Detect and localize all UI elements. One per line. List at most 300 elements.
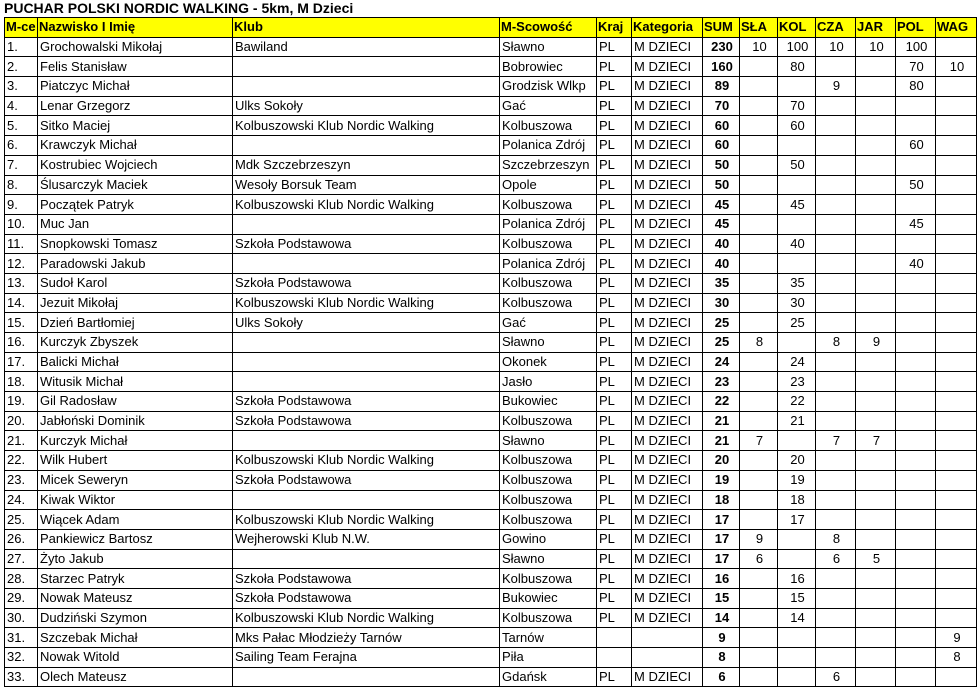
cell-club: Ulks Sokoły xyxy=(233,313,500,333)
cell-cza xyxy=(816,254,856,274)
cell-category: M DZIECI xyxy=(632,155,703,175)
cell-wag xyxy=(936,77,977,97)
cell-club xyxy=(233,254,500,274)
table-row xyxy=(5,648,977,668)
cell-cza xyxy=(816,372,856,392)
cell-pol xyxy=(896,549,936,569)
cell-city: Sławno xyxy=(500,37,597,57)
cell-sla xyxy=(740,352,778,372)
cell-country: PL xyxy=(597,175,632,195)
cell-wag xyxy=(936,411,977,431)
table-row xyxy=(5,490,977,510)
cell-category: M DZIECI xyxy=(632,293,703,313)
cell-kol: 22 xyxy=(778,392,816,412)
cell-sla xyxy=(740,273,778,293)
cell-kol: 16 xyxy=(778,569,816,589)
table-row xyxy=(5,667,977,687)
cell-club: Mdk Szczebrzeszyn xyxy=(233,155,500,175)
cell-kol xyxy=(778,431,816,451)
cell-wag xyxy=(936,529,977,549)
cell-sum: 160 xyxy=(703,57,740,77)
cell-place: 19. xyxy=(5,392,38,412)
cell-country: PL xyxy=(597,510,632,530)
cell-pol: 50 xyxy=(896,175,936,195)
cell-category: M DZIECI xyxy=(632,96,703,116)
cell-club: Szkoła Podstawowa xyxy=(233,273,500,293)
cell-club xyxy=(233,667,500,687)
cell-sum: 6 xyxy=(703,667,740,687)
cell-pol xyxy=(896,333,936,353)
table-row xyxy=(5,155,977,175)
cell-sum: 14 xyxy=(703,608,740,628)
cell-category: M DZIECI xyxy=(632,273,703,293)
cell-place: 23. xyxy=(5,470,38,490)
header-cell-pol: POL xyxy=(896,18,936,38)
cell-country: PL xyxy=(597,96,632,116)
header-cell-sla: SŁA xyxy=(740,18,778,38)
cell-category: M DZIECI xyxy=(632,510,703,530)
cell-city: Szczebrzeszyn xyxy=(500,155,597,175)
cell-category: M DZIECI xyxy=(632,451,703,471)
cell-category: M DZIECI xyxy=(632,549,703,569)
cell-sum: 16 xyxy=(703,569,740,589)
cell-club: Sailing Team Ferajna xyxy=(233,648,500,668)
cell-jar xyxy=(856,490,896,510)
cell-kol: 50 xyxy=(778,155,816,175)
cell-jar xyxy=(856,470,896,490)
cell-sum: 17 xyxy=(703,510,740,530)
cell-cza xyxy=(816,313,856,333)
results-table xyxy=(4,17,977,687)
cell-category: M DZIECI xyxy=(632,254,703,274)
cell-sla xyxy=(740,136,778,156)
table-row xyxy=(5,392,977,412)
cell-jar: 5 xyxy=(856,549,896,569)
cell-pol xyxy=(896,352,936,372)
cell-jar xyxy=(856,411,896,431)
cell-category: M DZIECI xyxy=(632,431,703,451)
cell-city: Polanica Zdrój xyxy=(500,136,597,156)
cell-category: M DZIECI xyxy=(632,529,703,549)
cell-place: 13. xyxy=(5,273,38,293)
cell-name: Witusik Michał xyxy=(38,372,233,392)
table-row xyxy=(5,352,977,372)
cell-country: PL xyxy=(597,273,632,293)
cell-country xyxy=(597,648,632,668)
cell-club xyxy=(233,549,500,569)
cell-place: 11. xyxy=(5,234,38,254)
cell-sla xyxy=(740,96,778,116)
cell-place: 30. xyxy=(5,608,38,628)
cell-club: Kolbuszowski Klub Nordic Walking xyxy=(233,293,500,313)
cell-country: PL xyxy=(597,293,632,313)
cell-country: PL xyxy=(597,490,632,510)
cell-sla: 9 xyxy=(740,529,778,549)
cell-jar: 7 xyxy=(856,431,896,451)
cell-jar xyxy=(856,588,896,608)
cell-kol: 35 xyxy=(778,273,816,293)
cell-place: 3. xyxy=(5,77,38,97)
cell-name: Wiącek Adam xyxy=(38,510,233,530)
cell-wag xyxy=(936,214,977,234)
cell-category: M DZIECI xyxy=(632,214,703,234)
cell-club: Ulks Sokoły xyxy=(233,96,500,116)
cell-city: Gać xyxy=(500,96,597,116)
cell-kol: 24 xyxy=(778,352,816,372)
cell-cza xyxy=(816,392,856,412)
cell-jar xyxy=(856,529,896,549)
header-cell-country: Kraj xyxy=(597,18,632,38)
cell-jar xyxy=(856,352,896,372)
cell-club: Kolbuszowski Klub Nordic Walking xyxy=(233,116,500,136)
cell-place: 18. xyxy=(5,372,38,392)
cell-kol: 25 xyxy=(778,313,816,333)
cell-wag xyxy=(936,667,977,687)
cell-sla xyxy=(740,175,778,195)
cell-sum: 60 xyxy=(703,136,740,156)
cell-city: Kolbuszowa xyxy=(500,293,597,313)
cell-club xyxy=(233,352,500,372)
cell-pol xyxy=(896,667,936,687)
cell-wag xyxy=(936,510,977,530)
table-row xyxy=(5,451,977,471)
cell-sum: 25 xyxy=(703,313,740,333)
cell-club: Szkoła Podstawowa xyxy=(233,470,500,490)
cell-sum: 15 xyxy=(703,588,740,608)
cell-wag xyxy=(936,372,977,392)
cell-country: PL xyxy=(597,667,632,687)
cell-jar xyxy=(856,155,896,175)
table-row xyxy=(5,431,977,451)
cell-category: M DZIECI xyxy=(632,313,703,333)
table-row xyxy=(5,549,977,569)
cell-wag xyxy=(936,569,977,589)
cell-country: PL xyxy=(597,608,632,628)
cell-wag xyxy=(936,451,977,471)
cell-sum: 21 xyxy=(703,431,740,451)
cell-name: Nowak Witold xyxy=(38,648,233,668)
cell-category: M DZIECI xyxy=(632,569,703,589)
cell-sla xyxy=(740,392,778,412)
cell-category: M DZIECI xyxy=(632,175,703,195)
cell-sla xyxy=(740,57,778,77)
cell-sum: 17 xyxy=(703,549,740,569)
cell-wag xyxy=(936,254,977,274)
cell-sum: 89 xyxy=(703,77,740,97)
cell-category: M DZIECI xyxy=(632,37,703,57)
cell-club xyxy=(233,333,500,353)
cell-sla xyxy=(740,411,778,431)
cell-sla xyxy=(740,490,778,510)
cell-cza xyxy=(816,273,856,293)
cell-name: Balicki Michał xyxy=(38,352,233,372)
cell-category: M DZIECI xyxy=(632,490,703,510)
cell-sla: 8 xyxy=(740,333,778,353)
cell-kol xyxy=(778,529,816,549)
cell-category: M DZIECI xyxy=(632,77,703,97)
cell-sla xyxy=(740,313,778,333)
cell-category: M DZIECI xyxy=(632,234,703,254)
cell-kol xyxy=(778,648,816,668)
table-row xyxy=(5,608,977,628)
cell-place: 17. xyxy=(5,352,38,372)
cell-jar: 9 xyxy=(856,333,896,353)
cell-cza xyxy=(816,588,856,608)
cell-pol xyxy=(896,648,936,668)
cell-jar xyxy=(856,195,896,215)
cell-country: PL xyxy=(597,37,632,57)
header-cell-jar: JAR xyxy=(856,18,896,38)
cell-sum: 8 xyxy=(703,648,740,668)
cell-club: Szkoła Podstawowa xyxy=(233,392,500,412)
header-cell-category: Kategoria xyxy=(632,18,703,38)
cell-category: M DZIECI xyxy=(632,608,703,628)
cell-kol xyxy=(778,667,816,687)
cell-pol: 45 xyxy=(896,214,936,234)
cell-club xyxy=(233,372,500,392)
cell-kol xyxy=(778,549,816,569)
cell-kol: 15 xyxy=(778,588,816,608)
cell-jar xyxy=(856,77,896,97)
cell-category: M DZIECI xyxy=(632,136,703,156)
cell-name: Dudziński Szymon xyxy=(38,608,233,628)
cell-jar xyxy=(856,608,896,628)
cell-place: 27. xyxy=(5,549,38,569)
cell-jar xyxy=(856,510,896,530)
cell-sum: 25 xyxy=(703,333,740,353)
cell-club: Kolbuszowski Klub Nordic Walking xyxy=(233,451,500,471)
cell-country: PL xyxy=(597,529,632,549)
cell-country: PL xyxy=(597,254,632,274)
cell-city: Okonek xyxy=(500,352,597,372)
cell-city: Bobrowiec xyxy=(500,57,597,77)
cell-wag xyxy=(936,155,977,175)
cell-kol: 80 xyxy=(778,57,816,77)
cell-sum: 9 xyxy=(703,628,740,648)
cell-place: 8. xyxy=(5,175,38,195)
cell-kol: 70 xyxy=(778,96,816,116)
cell-name: Nowak Mateusz xyxy=(38,588,233,608)
cell-sum: 50 xyxy=(703,155,740,175)
cell-place: 25. xyxy=(5,510,38,530)
cell-place: 9. xyxy=(5,195,38,215)
cell-wag: 10 xyxy=(936,57,977,77)
cell-place: 24. xyxy=(5,490,38,510)
cell-city: Kolbuszowa xyxy=(500,411,597,431)
cell-wag xyxy=(936,313,977,333)
cell-pol xyxy=(896,293,936,313)
cell-country: PL xyxy=(597,116,632,136)
cell-wag xyxy=(936,333,977,353)
cell-wag xyxy=(936,392,977,412)
cell-sla xyxy=(740,628,778,648)
cell-sla xyxy=(740,77,778,97)
cell-jar xyxy=(856,451,896,471)
cell-jar xyxy=(856,392,896,412)
cell-jar xyxy=(856,273,896,293)
cell-sla xyxy=(740,648,778,668)
cell-pol xyxy=(896,451,936,471)
cell-name: Krawczyk Michał xyxy=(38,136,233,156)
cell-wag xyxy=(936,490,977,510)
cell-wag xyxy=(936,273,977,293)
cell-place: 7. xyxy=(5,155,38,175)
cell-sum: 70 xyxy=(703,96,740,116)
cell-category: M DZIECI xyxy=(632,392,703,412)
cell-country: PL xyxy=(597,57,632,77)
cell-sla xyxy=(740,254,778,274)
cell-club: Kolbuszowski Klub Nordic Walking xyxy=(233,510,500,530)
cell-city: Kolbuszowa xyxy=(500,451,597,471)
cell-wag xyxy=(936,136,977,156)
table-row xyxy=(5,569,977,589)
table-row xyxy=(5,529,977,549)
cell-jar xyxy=(856,234,896,254)
cell-cza: 8 xyxy=(816,529,856,549)
cell-name: Starzec Patryk xyxy=(38,569,233,589)
cell-pol xyxy=(896,628,936,648)
cell-name: Jezuit Mikołaj xyxy=(38,293,233,313)
table-row xyxy=(5,470,977,490)
cell-kol: 17 xyxy=(778,510,816,530)
cell-country: PL xyxy=(597,411,632,431)
cell-wag xyxy=(936,293,977,313)
cell-club xyxy=(233,77,500,97)
cell-cza: 7 xyxy=(816,431,856,451)
cell-country: PL xyxy=(597,195,632,215)
cell-country: PL xyxy=(597,569,632,589)
cell-category: M DZIECI xyxy=(632,667,703,687)
cell-club xyxy=(233,57,500,77)
cell-wag xyxy=(936,588,977,608)
cell-city: Gać xyxy=(500,313,597,333)
cell-jar xyxy=(856,96,896,116)
cell-place: 14. xyxy=(5,293,38,313)
cell-club: Wejherowski Klub N.W. xyxy=(233,529,500,549)
cell-club xyxy=(233,214,500,234)
cell-club: Szkoła Podstawowa xyxy=(233,569,500,589)
cell-pol xyxy=(896,569,936,589)
cell-pol: 40 xyxy=(896,254,936,274)
cell-cza xyxy=(816,628,856,648)
cell-city: Bukowiec xyxy=(500,392,597,412)
cell-cza xyxy=(816,195,856,215)
cell-category xyxy=(632,648,703,668)
header-cell-kol: KOL xyxy=(778,18,816,38)
table-row xyxy=(5,588,977,608)
cell-city: Jasło xyxy=(500,372,597,392)
cell-pol xyxy=(896,392,936,412)
cell-sla xyxy=(740,510,778,530)
cell-sum: 19 xyxy=(703,470,740,490)
cell-cza: 6 xyxy=(816,549,856,569)
cell-jar xyxy=(856,214,896,234)
cell-country: PL xyxy=(597,155,632,175)
cell-kol: 60 xyxy=(778,116,816,136)
cell-wag xyxy=(936,96,977,116)
cell-kol: 45 xyxy=(778,195,816,215)
cell-name: Snopkowski Tomasz xyxy=(38,234,233,254)
cell-category: M DZIECI xyxy=(632,470,703,490)
cell-place: 32. xyxy=(5,648,38,668)
cell-sum: 30 xyxy=(703,293,740,313)
table-row xyxy=(5,234,977,254)
cell-wag xyxy=(936,431,977,451)
cell-wag xyxy=(936,234,977,254)
cell-jar xyxy=(856,667,896,687)
header-cell-name: Nazwisko I Imię xyxy=(38,18,233,38)
cell-country: PL xyxy=(597,549,632,569)
page-title: PUCHAR POLSKI NORDIC WALKING - 5km, M Dzieci xyxy=(4,0,354,16)
cell-pol xyxy=(896,608,936,628)
header-cell-place: M-ce xyxy=(5,18,38,38)
cell-country: PL xyxy=(597,313,632,333)
cell-sla: 10 xyxy=(740,37,778,57)
cell-cza xyxy=(816,470,856,490)
table-row xyxy=(5,313,977,333)
cell-place: 29. xyxy=(5,588,38,608)
cell-kol: 30 xyxy=(778,293,816,313)
cell-cza xyxy=(816,451,856,471)
cell-place: 33. xyxy=(5,667,38,687)
cell-sla xyxy=(740,155,778,175)
cell-city: Bukowiec xyxy=(500,588,597,608)
cell-country: PL xyxy=(597,333,632,353)
cell-name: Olech Mateusz xyxy=(38,667,233,687)
cell-jar xyxy=(856,175,896,195)
table-row xyxy=(5,37,977,57)
cell-place: 28. xyxy=(5,569,38,589)
cell-name: Sitko Maciej xyxy=(38,116,233,136)
cell-name: Muc Jan xyxy=(38,214,233,234)
cell-pol xyxy=(896,372,936,392)
cell-city: Kolbuszowa xyxy=(500,608,597,628)
cell-city: Tarnów xyxy=(500,628,597,648)
table-row xyxy=(5,372,977,392)
cell-category: M DZIECI xyxy=(632,411,703,431)
cell-club: Szkoła Podstawowa xyxy=(233,234,500,254)
cell-name: Pankiewicz Bartosz xyxy=(38,529,233,549)
cell-wag: 8 xyxy=(936,648,977,668)
cell-sum: 40 xyxy=(703,234,740,254)
cell-country: PL xyxy=(597,352,632,372)
cell-place: 22. xyxy=(5,451,38,471)
cell-name: Kurczyk Michał xyxy=(38,431,233,451)
cell-wag xyxy=(936,352,977,372)
cell-club xyxy=(233,490,500,510)
table-row xyxy=(5,293,977,313)
cell-name: Sudoł Karol xyxy=(38,273,233,293)
cell-category: M DZIECI xyxy=(632,57,703,77)
table-row xyxy=(5,96,977,116)
cell-kol: 20 xyxy=(778,451,816,471)
cell-city: Kolbuszowa xyxy=(500,490,597,510)
cell-name: Micek Seweryn xyxy=(38,470,233,490)
cell-city: Piła xyxy=(500,648,597,668)
cell-category: M DZIECI xyxy=(632,195,703,215)
cell-city: Kolbuszowa xyxy=(500,510,597,530)
cell-club: Kolbuszowski Klub Nordic Walking xyxy=(233,608,500,628)
cell-wag xyxy=(936,470,977,490)
cell-sla xyxy=(740,569,778,589)
table-row xyxy=(5,333,977,353)
cell-sla xyxy=(740,372,778,392)
cell-pol xyxy=(896,431,936,451)
cell-club: Mks Pałac Młodzieży Tarnów xyxy=(233,628,500,648)
cell-kol: 40 xyxy=(778,234,816,254)
cell-pol xyxy=(896,313,936,333)
cell-jar xyxy=(856,628,896,648)
